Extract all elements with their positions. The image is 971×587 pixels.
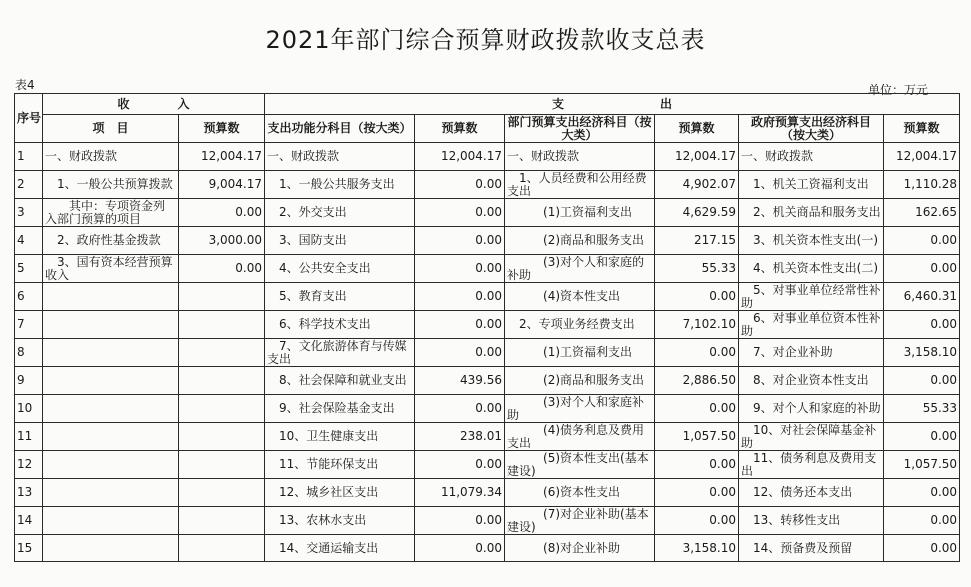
- dept-econ-cell: 一、财政拨款: [505, 143, 655, 171]
- seq-cell: 5: [15, 255, 43, 283]
- func-class-cell: 一、财政拨款: [265, 143, 415, 171]
- table-row: [15, 339, 960, 367]
- dept-amount-cell: 12,004.17: [655, 143, 739, 171]
- seq-cell: 4: [15, 227, 43, 255]
- dept-amount-cell: 0.00: [655, 395, 739, 423]
- gov-econ-cell: 3、机关资本性支出(一): [739, 227, 884, 255]
- gov-econ-cell: 8、对企业资本性支出: [739, 367, 884, 395]
- income-item-cell: [43, 311, 179, 339]
- table-row: [15, 171, 960, 199]
- seq-cell: 6: [15, 283, 43, 311]
- dept-amount-cell: 217.15: [655, 227, 739, 255]
- gov-amount-cell: 0.00: [884, 507, 960, 535]
- seq-cell: 7: [15, 311, 43, 339]
- seq-header: 序号: [15, 94, 43, 143]
- table-row: [15, 423, 960, 451]
- dept-econ-cell: (5)资本性支出(基本建设): [505, 451, 655, 479]
- seq-cell: 2: [15, 171, 43, 199]
- dept-econ-cell: (6)资本性支出: [505, 479, 655, 507]
- gov-econ-cell: 7、对企业补助: [739, 339, 884, 367]
- func-amount-cell: 0.00: [415, 255, 505, 283]
- gov-amount-cell: 55.33: [884, 395, 960, 423]
- seq-cell: 12: [15, 451, 43, 479]
- dept-amount-cell: 4,629.59: [655, 199, 739, 227]
- income-budget-header: 预算数: [179, 115, 265, 143]
- func-amount-cell: 0.00: [415, 311, 505, 339]
- dept-econ-cell: (8)对企业补助: [505, 535, 655, 562]
- dept-econ-cell: (1)工资福利支出: [505, 199, 655, 227]
- func-class-cell: 2、外交支出: [265, 199, 415, 227]
- income-item-cell: [43, 479, 179, 507]
- func-amount-cell: 0.00: [415, 535, 505, 562]
- seq-cell: 13: [15, 479, 43, 507]
- table-row: [15, 143, 960, 171]
- income-item-cell: 一、财政拨款: [43, 143, 179, 171]
- income-amount-cell: [179, 479, 265, 507]
- gov-econ-cell: 11、债务利息及费用支出: [739, 451, 884, 479]
- dept-amount-cell: 3,158.10: [655, 535, 739, 562]
- table-row: [15, 395, 960, 423]
- dept-amount-cell: 0.00: [655, 283, 739, 311]
- table-row: [15, 479, 960, 507]
- income-item-cell: [43, 423, 179, 451]
- func-class-cell: 12、城乡社区支出: [265, 479, 415, 507]
- income-amount-cell: [179, 423, 265, 451]
- gov-econ-cell: 9、对个人和家庭的补助: [739, 395, 884, 423]
- seq-cell: 3: [15, 199, 43, 227]
- income-amount-cell: [179, 507, 265, 535]
- gov-amount-cell: 12,004.17: [884, 143, 960, 171]
- income-amount-cell: [179, 367, 265, 395]
- gov-econ-cell: 12、债务还本支出: [739, 479, 884, 507]
- dept-econ-cell: (7)对企业补助(基本建设): [505, 507, 655, 535]
- dept-econ-cell: (4)债务利息及费用支出: [505, 423, 655, 451]
- report-title: 2021年部门综合预算财政拨款收支总表: [265, 26, 706, 54]
- income-item-cell: 2、政府性基金拨款: [43, 227, 179, 255]
- func-class-header: 支出功能分科目（按大类）: [265, 115, 415, 143]
- seq-cell: 15: [15, 535, 43, 562]
- func-class-cell: 6、科学技术支出: [265, 311, 415, 339]
- expense-header: 支 出: [265, 94, 960, 115]
- gov-econ-cell: 6、对事业单位资本性补助: [739, 311, 884, 339]
- table-row: [15, 507, 960, 535]
- func-class-cell: 11、节能环保支出: [265, 451, 415, 479]
- func-amount-cell: 0.00: [415, 451, 505, 479]
- income-item-cell: [43, 339, 179, 367]
- income-amount-cell: [179, 283, 265, 311]
- func-class-cell: 3、国防支出: [265, 227, 415, 255]
- gov-econ-cell: 一、财政拨款: [739, 143, 884, 171]
- gov-amount-cell: 0.00: [884, 311, 960, 339]
- income-item-cell: [43, 367, 179, 395]
- gov-econ-cell: 13、转移性支出: [739, 507, 884, 535]
- income-amount-cell: [179, 535, 265, 562]
- dept-econ-header: 部门预算支出经济科目（按大类）: [505, 115, 655, 143]
- dept-econ-cell: 2、专项业务经费支出: [505, 311, 655, 339]
- income-amount-cell: 0.00: [179, 199, 265, 227]
- seq-cell: 8: [15, 339, 43, 367]
- func-class-cell: 1、一般公共服务支出: [265, 171, 415, 199]
- func-amount-cell: 0.00: [415, 227, 505, 255]
- dept-amount-cell: 4,902.07: [655, 171, 739, 199]
- gov-amount-cell: 1,057.50: [884, 451, 960, 479]
- income-amount-cell: 3,000.00: [179, 227, 265, 255]
- income-amount-cell: [179, 451, 265, 479]
- gov-econ-header: 政府预算支出经济科目（按大类）: [739, 115, 884, 143]
- gov-amount-cell: 3,158.10: [884, 339, 960, 367]
- gov-amount-cell: 1,110.28: [884, 171, 960, 199]
- dept-econ-cell: (4)资本性支出: [505, 283, 655, 311]
- dept-amount-cell: 0.00: [655, 479, 739, 507]
- gov-econ-cell: 4、机关资本性支出(二): [739, 255, 884, 283]
- seq-cell: 1: [15, 143, 43, 171]
- gov-econ-cell: 10、对社会保障基金补助: [739, 423, 884, 451]
- func-class-cell: 5、教育支出: [265, 283, 415, 311]
- dept-amount-cell: 1,057.50: [655, 423, 739, 451]
- table-row: [15, 199, 960, 227]
- func-class-cell: 8、社会保障和就业支出: [265, 367, 415, 395]
- gov-amount-cell: 0.00: [884, 367, 960, 395]
- gov-econ-cell: 1、机关工资福利支出: [739, 171, 884, 199]
- table-row: [15, 367, 960, 395]
- seq-cell: 14: [15, 507, 43, 535]
- income-amount-cell: [179, 395, 265, 423]
- income-item-cell: 3、国有资本经营预算收入: [43, 255, 179, 283]
- table-number: 表4: [15, 78, 35, 92]
- func-amount-cell: 0.00: [415, 395, 505, 423]
- gov-amount-cell: 0.00: [884, 227, 960, 255]
- income-header: 收 入: [43, 94, 265, 115]
- dept-econ-cell: (1)工资福利支出: [505, 339, 655, 367]
- gov-budget-header: 预算数: [884, 115, 960, 143]
- dept-econ-cell: (3)对个人和家庭的补助: [505, 255, 655, 283]
- func-amount-cell: 0.00: [415, 283, 505, 311]
- gov-amount-cell: 0.00: [884, 535, 960, 562]
- seq-cell: 9: [15, 367, 43, 395]
- func-amount-cell: 0.00: [415, 199, 505, 227]
- income-item-cell: [43, 507, 179, 535]
- func-amount-cell: 12,004.17: [415, 143, 505, 171]
- table-row: [15, 255, 960, 283]
- gov-amount-cell: 6,460.31: [884, 283, 960, 311]
- dept-amount-cell: 2,886.50: [655, 367, 739, 395]
- seq-cell: 11: [15, 423, 43, 451]
- dept-amount-cell: 0.00: [655, 507, 739, 535]
- dept-econ-cell: 1、人员经费和公用经费支出: [505, 171, 655, 199]
- func-amount-cell: 0.00: [415, 507, 505, 535]
- gov-amount-cell: 0.00: [884, 255, 960, 283]
- gov-econ-cell: 2、机关商品和服务支出: [739, 199, 884, 227]
- income-item-cell: 其中：专项资金列入部门预算的项目: [43, 199, 179, 227]
- func-amount-cell: 0.00: [415, 339, 505, 367]
- dept-amount-cell: 0.00: [655, 339, 739, 367]
- func-amount-cell: 439.56: [415, 367, 505, 395]
- income-amount-cell: 9,004.17: [179, 171, 265, 199]
- income-amount-cell: [179, 339, 265, 367]
- table-row: [15, 451, 960, 479]
- income-item-cell: [43, 451, 179, 479]
- dept-budget-header: 预算数: [655, 115, 739, 143]
- dept-econ-cell: (2)商品和服务支出: [505, 227, 655, 255]
- func-budget-header: 预算数: [415, 115, 505, 143]
- func-class-cell: 14、交通运输支出: [265, 535, 415, 562]
- gov-econ-cell: 14、预备费及预留: [739, 535, 884, 562]
- func-amount-cell: 238.01: [415, 423, 505, 451]
- table-row: [15, 283, 960, 311]
- table-row: [15, 535, 960, 562]
- func-class-cell: 7、文化旅游体育与传媒支出: [265, 339, 415, 367]
- dept-amount-cell: 55.33: [655, 255, 739, 283]
- income-item-cell: 1、一般公共预算拨款: [43, 171, 179, 199]
- income-item-header: 项 目: [43, 115, 179, 143]
- gov-amount-cell: 0.00: [884, 479, 960, 507]
- func-class-cell: 9、社会保险基金支出: [265, 395, 415, 423]
- gov-econ-cell: 5、对事业单位经常性补助: [739, 283, 884, 311]
- income-amount-cell: [179, 311, 265, 339]
- func-class-cell: 4、公共安全支出: [265, 255, 415, 283]
- income-amount-cell: 12,004.17: [179, 143, 265, 171]
- income-item-cell: [43, 283, 179, 311]
- table-row: [15, 227, 960, 255]
- dept-econ-cell: (3)对个人和家庭补助: [505, 395, 655, 423]
- func-class-cell: 10、卫生健康支出: [265, 423, 415, 451]
- income-item-cell: [43, 395, 179, 423]
- dept-amount-cell: 7,102.10: [655, 311, 739, 339]
- func-amount-cell: 0.00: [415, 171, 505, 199]
- budget-table: [14, 93, 960, 562]
- income-item-cell: [43, 535, 179, 562]
- unit-label: 单位：万元: [868, 83, 929, 97]
- table-row: [15, 311, 960, 339]
- gov-amount-cell: 162.65: [884, 199, 960, 227]
- income-amount-cell: 0.00: [179, 255, 265, 283]
- func-class-cell: 13、农林水支出: [265, 507, 415, 535]
- seq-cell: 10: [15, 395, 43, 423]
- gov-amount-cell: 0.00: [884, 423, 960, 451]
- dept-econ-cell: (2)商品和服务支出: [505, 367, 655, 395]
- func-amount-cell: 11,079.34: [415, 479, 505, 507]
- dept-amount-cell: 0.00: [655, 451, 739, 479]
